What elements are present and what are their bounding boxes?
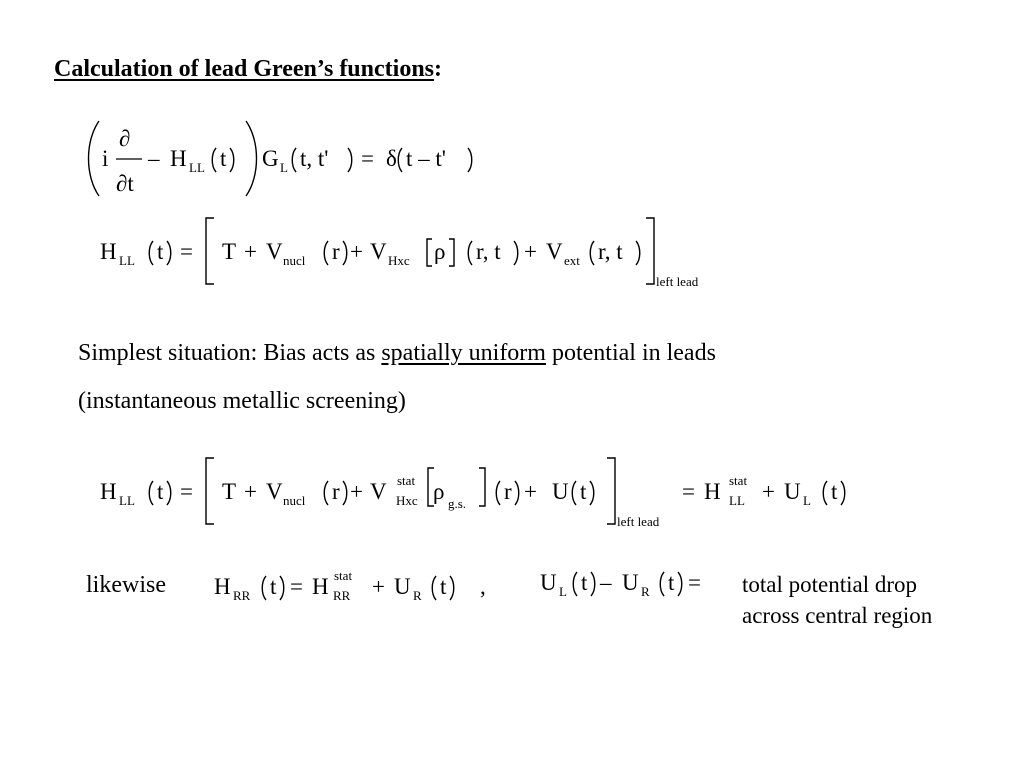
eq3-T: T — [222, 479, 237, 504]
paren-close — [280, 576, 284, 600]
eq1-args: t, t' — [300, 146, 329, 171]
eq1-sub-LL: LL — [189, 160, 205, 175]
likewise-label: likewise — [86, 572, 166, 598]
bracket-open-large — [206, 218, 214, 284]
eq3-H: H — [100, 479, 117, 504]
paren-close — [343, 241, 347, 265]
eq2-rt: r, t — [476, 239, 501, 264]
text-line-1 — [78, 340, 716, 367]
lw-eq: = — [290, 574, 303, 599]
eq2-sub-Hxc: Hxc — [388, 253, 410, 268]
lw-sub-R: R — [413, 588, 422, 603]
line1-post: potential in leads — [545, 340, 716, 366]
bracket-close — [449, 239, 454, 266]
drop-t: t — [581, 570, 588, 595]
eq3-V: V — [370, 479, 387, 504]
line1-pre: Simplest situation: Bias acts as — [78, 340, 382, 366]
eq1-minus: – — [148, 146, 160, 171]
eq3-V: V — [266, 479, 283, 504]
line1-underlined: spatially uniform — [381, 340, 546, 366]
eq2-sub-nucl: nucl — [283, 253, 306, 268]
eq3-U: U — [552, 479, 569, 504]
eq3-sub-gs: g.s. — [448, 496, 467, 511]
paren-close — [343, 481, 347, 505]
eq3-sub-LL: LL — [119, 493, 135, 508]
eq1-partial-num: ∂ — [119, 126, 131, 151]
eq2-V: V — [266, 239, 283, 264]
equation-hamiltonian-static — [100, 454, 880, 534]
eq1-delta: δ — [386, 146, 397, 171]
drop-desc-line-1: total potential drop — [742, 572, 918, 597]
drop-description — [742, 569, 932, 631]
eq3-plus: + — [762, 479, 775, 504]
eq3-sub-Hxc: Hxc — [396, 493, 418, 508]
lw-sup-stat: stat — [334, 568, 353, 583]
eq2-eq: = — [180, 239, 193, 264]
paren-close — [230, 148, 234, 172]
paren-close — [167, 241, 171, 265]
lw-H: H — [312, 574, 329, 599]
lw-sub-RR: RR — [333, 588, 351, 603]
equation-potential-drop — [540, 562, 740, 612]
eq2-plus: + — [350, 239, 363, 264]
eq3-rho: ρ — [433, 479, 445, 504]
eq2-V: V — [546, 239, 563, 264]
eq1-sub-L: L — [280, 160, 288, 175]
eq3-sub-L: L — [803, 493, 811, 508]
eq2-sub-ext: ext — [564, 253, 580, 268]
drop-sub-R: R — [641, 584, 650, 599]
eq2-rho: ρ — [434, 239, 446, 264]
equation-greens-function — [86, 116, 486, 202]
paren-close — [841, 481, 845, 505]
paren-open — [149, 241, 153, 265]
eq3-U: U — [784, 479, 801, 504]
eq1-diff: t – t' — [406, 146, 446, 171]
paren-open — [823, 481, 827, 505]
lw-H: H — [214, 574, 231, 599]
paren-open — [590, 241, 594, 265]
paren-close — [678, 572, 682, 596]
eq1-H: H — [170, 146, 187, 171]
lw-U: U — [394, 574, 411, 599]
bracket-open — [427, 239, 432, 266]
paren-close — [468, 148, 472, 172]
eq3-plus: + — [244, 479, 257, 504]
lw-t: t — [440, 574, 447, 599]
paren-open — [324, 481, 328, 505]
paren-open — [292, 148, 296, 172]
bracket-open-large — [206, 458, 214, 524]
paren-close — [590, 481, 594, 505]
paren-open — [262, 576, 266, 600]
eq1-eq: = — [361, 146, 374, 171]
lw-sub-RR: RR — [233, 588, 251, 603]
eq3-sub-nucl: nucl — [283, 493, 306, 508]
paren-open — [468, 241, 472, 265]
eq3-plus: + — [524, 479, 537, 504]
title-text: Calculation of lead Green’s functions — [54, 56, 435, 82]
eq3-left-lead: left lead — [617, 514, 660, 529]
eq2-V: V — [370, 239, 387, 264]
drop-U: U — [622, 570, 639, 595]
paren-close — [515, 481, 519, 505]
lw-t: t — [270, 574, 277, 599]
right-paren-large — [246, 121, 257, 196]
paren-close — [450, 576, 454, 600]
eq3-sub-LL: LL — [729, 493, 745, 508]
eq3-t: t — [580, 479, 587, 504]
bracket-close-large — [646, 218, 654, 284]
title-colon: : — [434, 56, 443, 82]
paren-open — [496, 481, 500, 505]
paren-open — [660, 572, 664, 596]
left-paren-large — [89, 121, 100, 196]
eq1-i: i — [102, 146, 109, 171]
eq2-plus: + — [524, 239, 537, 264]
drop-eq: = — [688, 570, 701, 595]
eq2-sub-LL: LL — [119, 253, 135, 268]
drop-minus: – — [600, 570, 612, 595]
drop-t: t — [668, 570, 675, 595]
paren-open — [149, 481, 153, 505]
eq3-sup-stat: stat — [397, 473, 416, 488]
eq2-H: H — [100, 239, 117, 264]
eq3-eq: = — [682, 479, 695, 504]
drop-desc-line-2: across central region — [742, 603, 933, 628]
eq3-r: r — [332, 479, 340, 504]
paren-open — [573, 572, 577, 596]
eq3-t: t — [157, 479, 164, 504]
equation-likewise — [214, 562, 504, 612]
eq2-t: t — [157, 239, 164, 264]
text-line-2: (instantaneous metallic screening) — [78, 388, 406, 414]
paren-open — [432, 576, 436, 600]
eq3-t: t — [831, 479, 838, 504]
paren-open — [212, 148, 216, 172]
eq1-partial-den: ∂t — [116, 171, 134, 196]
paren-close — [591, 572, 595, 596]
eq2-T: T — [222, 239, 237, 264]
eq3-sup-stat: stat — [729, 473, 748, 488]
eq2-left-lead: left lead — [656, 274, 699, 289]
eq3-plus: + — [350, 479, 363, 504]
equation-hamiltonian — [100, 212, 720, 292]
paren-close — [348, 148, 352, 172]
paren-open — [398, 148, 402, 172]
lw-comma: , — [480, 574, 486, 599]
eq2-r: r — [332, 239, 340, 264]
eq1-t: t — [220, 146, 227, 171]
paren-close — [636, 241, 640, 265]
eq1-G: G — [262, 146, 279, 171]
bracket-close-large — [607, 458, 615, 524]
paren-open — [324, 241, 328, 265]
drop-U: U — [540, 570, 557, 595]
eq2-plus: + — [244, 239, 257, 264]
eq2-rt: r, t — [598, 239, 623, 264]
lw-plus: + — [372, 574, 385, 599]
eq3-r: r — [504, 479, 512, 504]
paren-open — [572, 481, 576, 505]
drop-sub-L: L — [559, 584, 567, 599]
paren-close — [514, 241, 518, 265]
page-title — [54, 56, 442, 83]
bracket-close — [479, 468, 485, 506]
paren-close — [167, 481, 171, 505]
eq3-eq: = — [180, 479, 193, 504]
eq3-H: H — [704, 479, 721, 504]
